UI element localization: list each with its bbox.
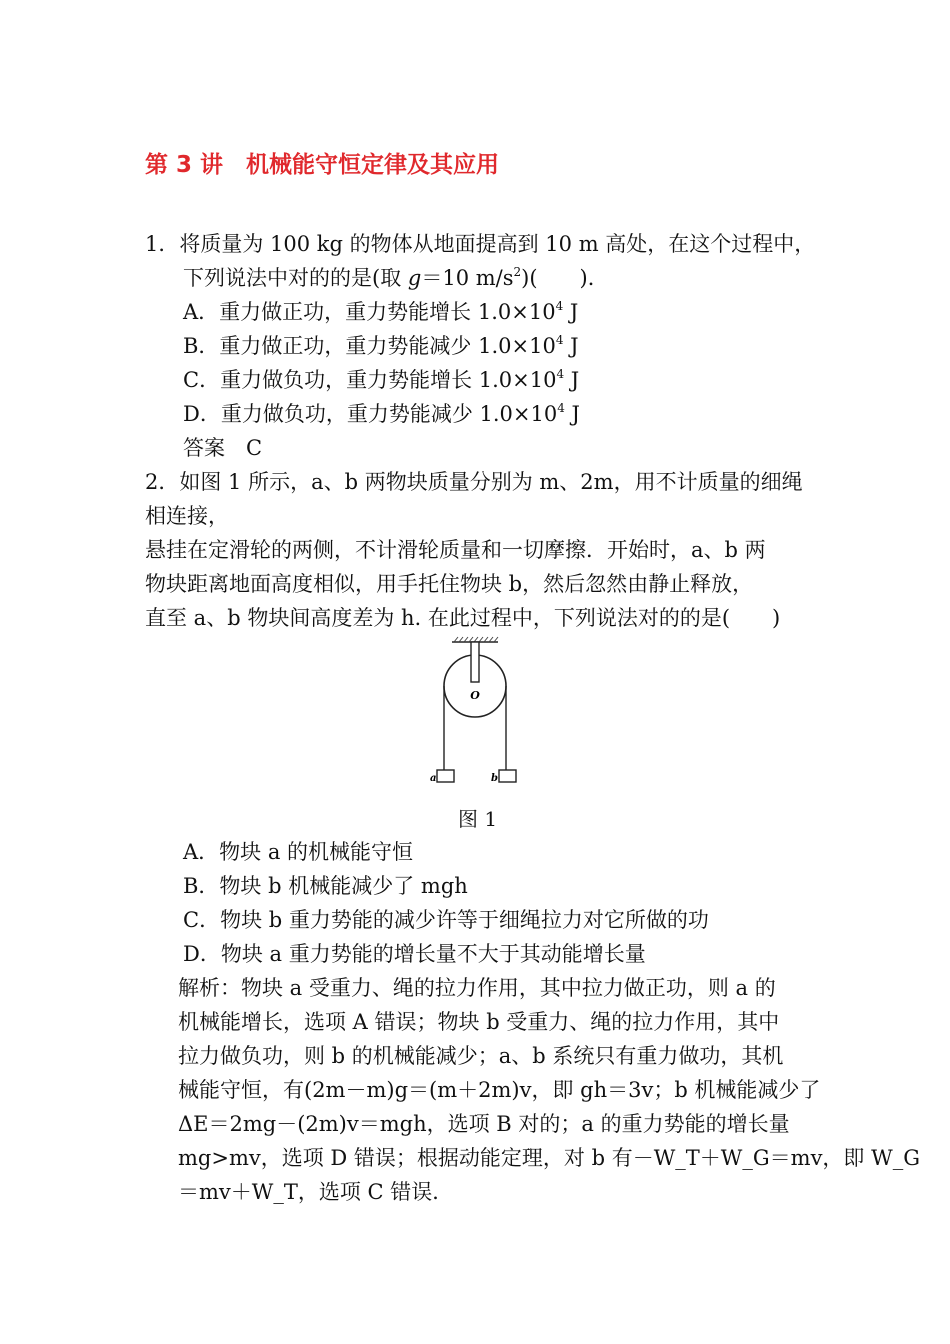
analysis-line-3: 拉力做负功，则 b 的机械能减少；a、b 系统只有重力做功，其机 — [178, 1044, 784, 1068]
analysis-line-2: 机械能增长，选项 A 错误；物块 b 受重力、绳的拉力作用，其中 — [178, 1010, 780, 1034]
lecture-title: 第 3 讲 机械能守恒定律及其应用 — [145, 152, 500, 178]
q2-option-a: A．物块 a 的机械能守恒 — [183, 840, 414, 864]
q1-stem-line-2: 下列说法中对的的是(取 g＝10 $m/s^2$)( )． — [183, 265, 609, 290]
analysis-line-5: ΔE＝2mg－(2m)v＝mgh，选项 B 对的；a 的重力势能的增长量 — [178, 1112, 790, 1136]
block-b — [499, 770, 516, 782]
analysis-line-6: mg>mv，选项 D 错误；根据动能定理，对 b 有－W_T＋W_G＝mv，即 W_G — [178, 1146, 920, 1170]
q2-stem-line-2: 相连接， — [145, 504, 229, 528]
q2-stem-line-5: 直至 a、b 物块间高度差为 h. 在此过程中，下列说法对的的是( ) — [145, 606, 781, 630]
pulley-figure — [425, 636, 525, 796]
analysis-line-4: 械能守恒，有(2m－m)g＝(m＋2m)v，即 gh＝3v；b 机械能减少了 — [178, 1078, 821, 1102]
q1-option-c: C．重力做负功，重力势能增长 $1.0\times 10^4$ J — [183, 367, 580, 392]
q2-stem-line-4: 物块距离地面高度相似，用手托住物块 b，然后忽然由静止释放， — [145, 572, 754, 596]
analysis-line-7: ＝mv＋W_T，选项 C 错误． — [178, 1180, 454, 1204]
pulley-center-label: O — [470, 689, 480, 702]
q2-option-d: D．物块 a 重力势能的增长量不大于其动能增长量 — [183, 942, 646, 966]
analysis-line-1: 解析：物块 a 受重力、绳的拉力作用，其中拉力做正功，则 a 的 — [178, 976, 776, 1000]
q2-stem-line-1: 2．如图 1 所示，a、b 两物块质量分别为 m、2m，用不计质量的细绳 — [145, 470, 803, 494]
q1-answer: 答案 C — [183, 436, 263, 460]
q1-option-a: A．重力做正功，重力势能增长 $1.0\times 10^4$ J — [183, 299, 579, 324]
q1-option-d: D．重力做负功，重力势能减少 $1.0\times 10^4$ J — [183, 401, 580, 426]
q2-stem-line-3: 悬挂在定滑轮的两侧，不计滑轮质量和一切摩擦．开始时，a、b 两 — [145, 538, 766, 562]
q1-stem-line-1: 1．将质量为 100 kg 的物体从地面提高到 10 m 高处，在这个过程中， — [145, 232, 816, 256]
pulley-support — [471, 642, 479, 682]
q2-option-c: C．物块 b 重力势能的减少许等于细绳拉力对它所做的功 — [183, 908, 709, 932]
block-b-label: b — [491, 773, 498, 784]
q1-option-b: B．重力做正功，重力势能减少 $1.0\times 10^4$ J — [183, 333, 579, 358]
block-a-label: a — [430, 773, 437, 784]
block-a — [437, 770, 454, 782]
figure-caption: 图 1 — [458, 807, 498, 831]
q2-option-b: B．物块 b 机械能减少了 mgh — [183, 874, 468, 898]
